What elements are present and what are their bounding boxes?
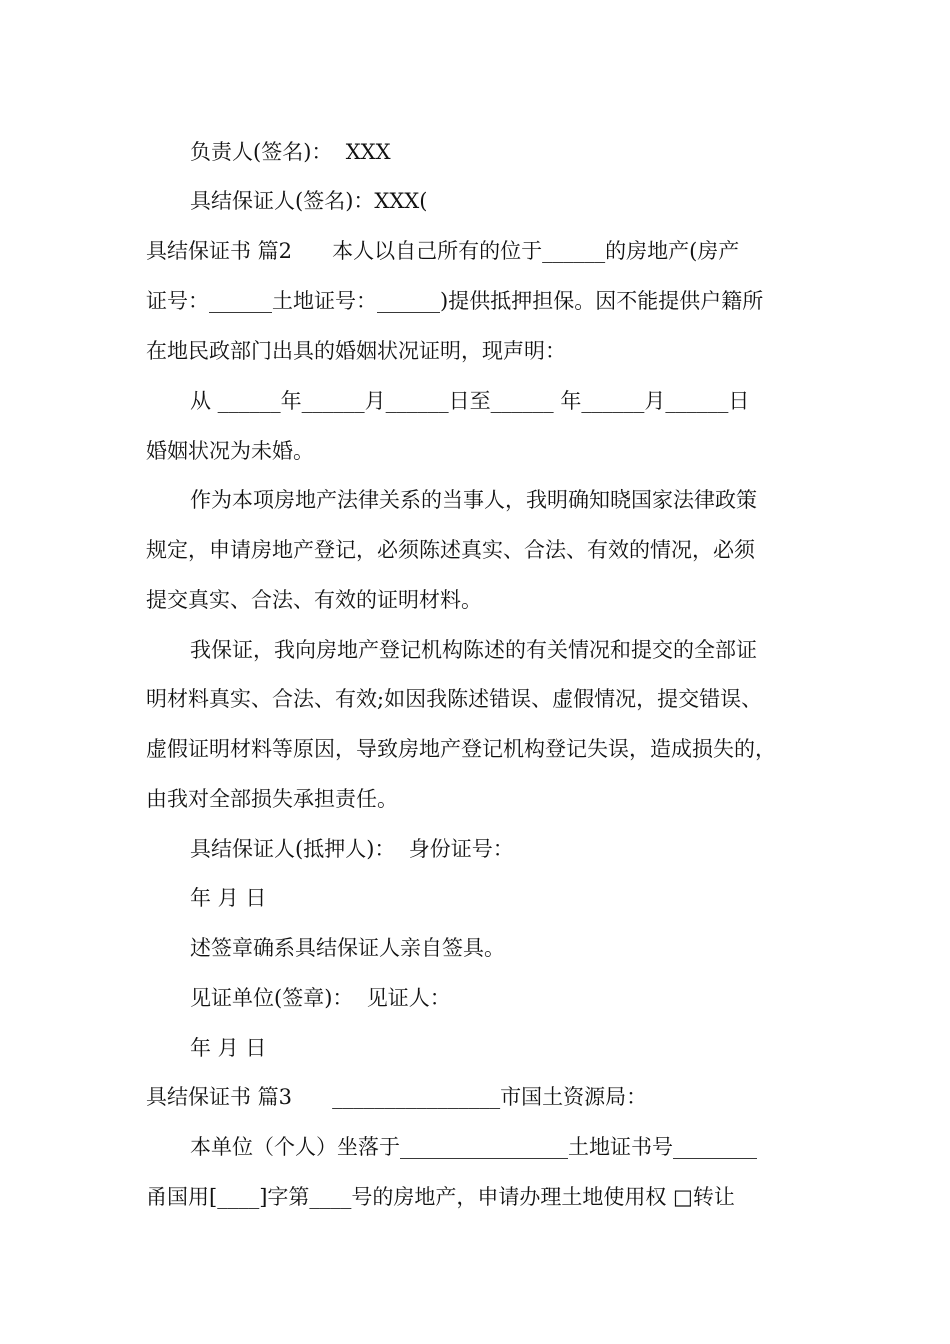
paragraph-line: 婚姻状况为未婚。 <box>146 439 314 463</box>
paragraph-line: 证号：______土地证号：______)提供抵押担保。因不能提供户籍所 <box>146 289 764 313</box>
date-line: 年 月 日 <box>190 886 267 910</box>
date-range-line: 从 ______年______月______日至______ 年______月______日 <box>190 389 750 413</box>
date-line: 年 月 日 <box>190 1036 267 1060</box>
paragraph-line: 甬国用[____]字第____号的房地产，申请办理土地使用权 □转让 <box>146 1185 735 1209</box>
paragraph-line: 述签章确系具结保证人亲自签具。 <box>190 936 505 960</box>
signer-line: 负责人(签名)： XXX <box>190 140 391 164</box>
paragraph-line: 我保证，我向房地产登记机构陈述的有关情况和提交的全部证 <box>190 638 757 662</box>
section-2-heading-line: 具结保证书 篇2 本人以自己所有的位于______的房地产(房产 <box>146 239 740 263</box>
paragraph-line: 由我对全部损失承担责任。 <box>146 787 398 811</box>
witness-line: 见证单位(签章)： 见证人： <box>190 986 451 1010</box>
guarantor-sign-line: 具结保证人(签名)：XXX( <box>190 189 428 213</box>
paragraph-line: 明材料真实、合法、有效;如因我陈述错误、虚假情况，提交错误、 <box>146 687 763 711</box>
paragraph-line: 本单位（个人）坐落于________________土地证书号________ <box>190 1135 757 1159</box>
paragraph-line: 规定，申请房地产登记，必须陈述真实、合法、有效的情况，必须 <box>146 538 755 562</box>
paragraph-line: 提交真实、合法、有效的证明材料。 <box>146 588 482 612</box>
section-3-heading-line: 具结保证书 篇3 ________________市国土资源局： <box>146 1085 648 1109</box>
paragraph-line: 在地民政部门出具的婚姻状况证明，现声明： <box>146 339 566 363</box>
paragraph-line: 作为本项房地产法律关系的当事人，我明确知晓国家法律政策 <box>190 488 757 512</box>
paragraph-line: 虚假证明材料等原因，导致房地产登记机构登记失误，造成损失的， <box>146 737 776 761</box>
guarantor-id-line: 具结保证人(抵押人)： 身份证号： <box>190 837 514 861</box>
